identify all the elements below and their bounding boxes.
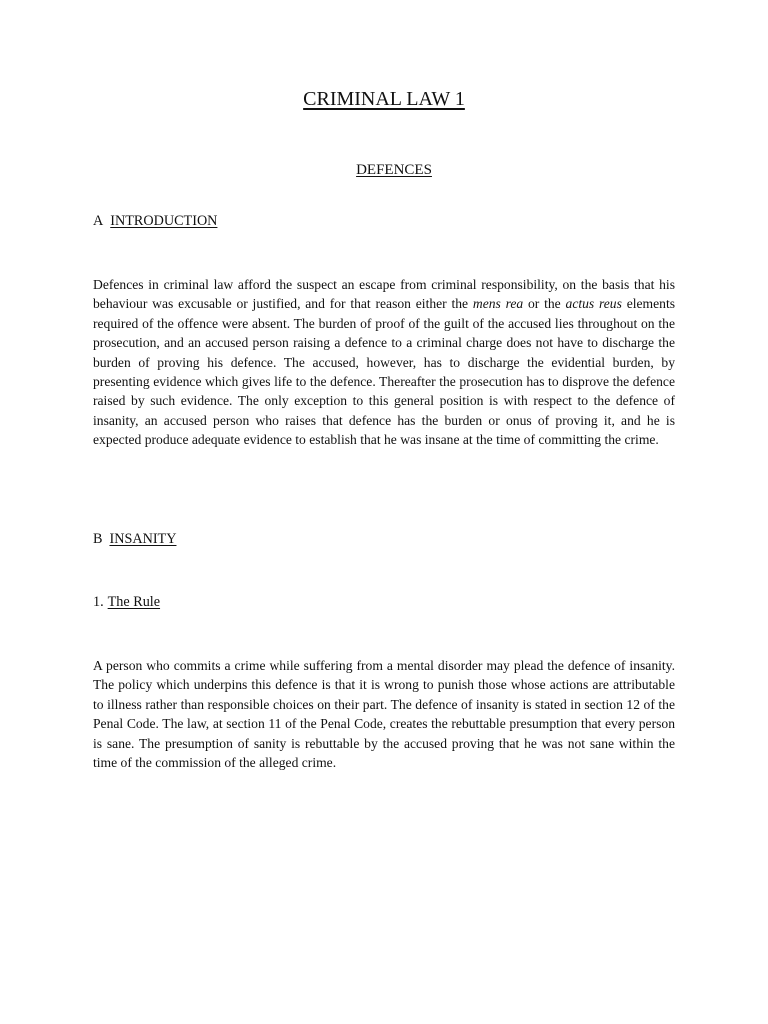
subsection-heading-the-rule [93, 594, 160, 611]
section-heading-introduction [93, 213, 217, 230]
document-subtitle: DEFENCES [356, 162, 432, 178]
paragraph-text: elements required of the offence were absent. The burden of proof of the guilt of the accused lies throughout on the prosecution, and an accused person raising a defence to a criminal charge does not have to discharge the burden of proving his defence. The accused, however, has to discharge the evidential burden, by presenting evidence which gives life to the defence. Thereafter the prosecution has to disprove the defence raised by such evidence. The only exception to this general position is with respect to the defence of insanity, an accused person who raises that defence has the burden or onus of proving it, and he is expected produce adequate evidence to establish that he was insane at the time of committing the crime. [93, 296, 676, 448]
section-letter: B [93, 531, 103, 547]
section-letter: A [93, 213, 104, 229]
section-title: INSANITY [109, 531, 177, 547]
italic-term-actus-reus: actus reus [565, 296, 622, 312]
introduction-paragraph [93, 275, 675, 450]
section-title: INTRODUCTION [110, 213, 218, 229]
italic-term-mens-rea: mens rea [472, 296, 524, 312]
section-heading-insanity [93, 531, 176, 548]
paragraph-text: Defences in criminal law afford the suspect an escape from criminal responsibility, on the basis that his behaviour was excusable or justified, and for that reason either the [93, 277, 675, 312]
paragraph-text: or the [523, 296, 566, 312]
document-title: CRIMINAL LAW 1 [303, 88, 465, 110]
subsection-title: The Rule [107, 594, 161, 610]
subsection-number: 1. [93, 594, 104, 610]
rule-paragraph: A person who commits a crime while suffering from a mental disorder may plead the defence of insanity. The policy which underpins this defence is that it is wrong to punish those whose actions are attributable to illness rather than responsible choices on their part. The defence of insanity is stated in section 12 of the Penal Code. The law, at section 11 of the Penal Code, creates the rebuttable presumption that every person is sane. The presumption of sanity is rebuttable by the accused proving that he was not sane within the time of the commission of the alleged crime. [93, 658, 675, 771]
